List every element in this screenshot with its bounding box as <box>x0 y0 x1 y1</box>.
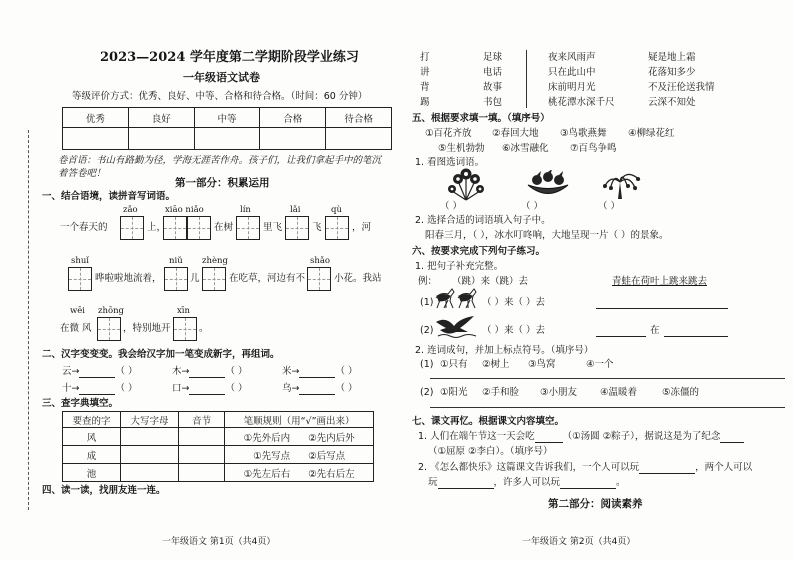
q1-text: 哗啦啦地流着， <box>95 273 162 284</box>
q1-text: 飞 <box>312 222 322 233</box>
grade-empty-cell <box>128 128 194 150</box>
baby-birds <box>532 170 564 185</box>
q2-paren: （ ） <box>225 383 248 394</box>
grading-note: 等级评价方式：优秀、良好、中等、合格和待合格。（时间：60 分钟） <box>72 91 368 102</box>
header-stroke-rule: 笔顺规则（用“√”画出来） <box>225 412 374 428</box>
pinyin-zao: zǎo <box>123 205 138 215</box>
writing-box <box>285 216 309 240</box>
q1-text: 一个春天的 <box>60 222 108 233</box>
answer-blank <box>189 384 225 395</box>
poem-first-line: 桃花潭水深千尺 <box>548 97 615 108</box>
empty-cell <box>120 446 178 464</box>
q6-title: 六、按要求完成下列句子练习。 <box>412 246 546 257</box>
q1-text: ，特别地开 <box>123 323 171 334</box>
pinyin-qu: qù <box>331 205 342 215</box>
dictionary-table-header <box>63 412 374 428</box>
q1-title: 一、结合语境，读拼音写词语。 <box>42 191 176 202</box>
match-noun: 电话 <box>483 67 503 78</box>
writing-box <box>120 216 144 240</box>
q5-option: ③鸟歌燕舞 <box>560 128 607 139</box>
answer-line <box>430 378 785 379</box>
stroke-option: ①先左后右 <box>243 468 291 480</box>
grade-table-empty-row <box>63 128 392 150</box>
header-syllable: 音节 <box>178 412 224 428</box>
q7-text: 。 <box>616 477 626 488</box>
pinyin-lai: lǎi <box>290 205 301 215</box>
writing-box <box>68 267 92 291</box>
grade-cell-excellent: 优秀 <box>63 108 129 128</box>
example-answer: 青蛙在荷叶上跳来跳去 <box>612 276 708 287</box>
flowers-picture <box>446 167 486 201</box>
stroke-options <box>225 464 374 482</box>
writing-box <box>173 317 197 341</box>
q7-item1-line1 <box>418 431 744 443</box>
pinyin-wei: wēi <box>70 306 86 316</box>
q2-char: 木→ <box>172 366 190 377</box>
match-verb: 背 <box>420 82 430 93</box>
word-card: ①阳光 <box>440 387 468 398</box>
answer-blank <box>79 384 115 395</box>
q7-title: 七、课文再忆。根据课文内容填空。 <box>412 416 565 427</box>
q2-paren: （ ） <box>225 366 248 377</box>
pinyin-zheng: zhèng <box>202 256 228 266</box>
q1-text: 上， <box>147 222 167 233</box>
q7-text: 1. 人们在端午节这一天会吃 <box>418 431 535 442</box>
q1-text: 在吃草，河边有不 <box>229 273 306 284</box>
q5-option: ①百花齐放 <box>425 128 472 139</box>
q2-item <box>172 366 248 378</box>
q1-text: 在微 风 <box>60 323 92 334</box>
zai-char: 在 <box>650 325 660 336</box>
picture-answer-paren: （ ） <box>440 201 463 212</box>
answer-blank <box>189 367 225 378</box>
match-noun: 书包 <box>483 97 503 108</box>
writing-box <box>236 216 260 240</box>
poem-second-line: 花落知多少 <box>648 67 696 78</box>
empty-cell <box>120 428 178 446</box>
writing-box <box>164 267 188 291</box>
answer-blank <box>560 478 616 489</box>
q2-char: 十→ <box>62 383 80 394</box>
word-card: ④温暖着 <box>600 387 638 398</box>
q1-text: 里飞 <box>263 222 283 233</box>
q2-item <box>282 366 358 378</box>
item-pattern: （ ）来（ ）去 <box>482 297 546 308</box>
q5-option: ④柳绿花红 <box>628 128 675 139</box>
q7-text: ，许多人可以玩 <box>493 477 561 488</box>
header-char: 要查的字 <box>63 412 121 428</box>
q5-sub1: 1. 看图选词语。 <box>415 157 485 168</box>
grade-table <box>62 107 392 150</box>
answer-blank <box>596 326 646 337</box>
answer-blank <box>639 463 695 474</box>
grade-empty-cell <box>63 128 129 150</box>
answer-line <box>430 407 785 408</box>
willow-tree-picture <box>600 168 642 200</box>
match-divider <box>526 50 527 108</box>
q2-char: 口→ <box>172 383 190 394</box>
grade-empty-cell <box>260 128 326 150</box>
stroke-option: ②先右后左 <box>308 468 355 480</box>
horse-silhouettes <box>436 289 476 308</box>
stroke-option: ②后写点 <box>308 450 346 462</box>
q7-item1-line2: （①屈原 ②李白）。（填序号） <box>428 446 553 457</box>
q4-title: 四、读一读，找朋友连一连。 <box>42 485 166 496</box>
q1-text: 儿 <box>190 273 200 284</box>
q5-sentence: 阳春三月，（ ），冰水叮咚响，大地呈现一片（ ）的景象。 <box>425 230 669 241</box>
preface-line-2: 着答卷吧！ <box>58 168 106 179</box>
example-pattern: （跳）来（跳）去 <box>452 276 529 287</box>
grade-empty-cell <box>326 128 392 150</box>
q2-paren: （ ） <box>335 383 358 394</box>
answer-blank <box>299 367 335 378</box>
q7-text: （①汤圆 ②粽子），据说这是为了纪念 <box>562 431 721 442</box>
item-label: (2) <box>420 325 434 336</box>
q2-char: 云→ <box>62 366 80 377</box>
binding-dashed-line <box>28 130 29 510</box>
grade-cell-average: 中等 <box>194 108 260 128</box>
q7-item2-line1 <box>418 462 752 474</box>
word-card: ③小朋友 <box>540 387 578 398</box>
pinyin-niu: niǔ <box>169 256 183 266</box>
poem-second-line: 云深不知处 <box>648 97 696 108</box>
pinyin-shui: shuǐ <box>71 256 90 266</box>
item-label: (1) <box>420 297 434 308</box>
preface-line-1: 卷首语：书山有路勤为径，学海无涯苦作舟。孩子们，让我们拿起手中的笔沉 <box>58 155 382 166</box>
header-capital-letter: 大写字母 <box>120 412 178 428</box>
stroke-options <box>225 446 374 464</box>
answer-blank <box>438 478 494 489</box>
q5-option: ⑦百鸟争鸣 <box>570 143 617 154</box>
q2-item <box>62 383 138 395</box>
grade-table-header <box>63 108 392 128</box>
answer-blank <box>596 298 728 309</box>
answer-blank <box>720 432 744 443</box>
picture-answer-paren: （ ） <box>521 201 544 212</box>
q5-option: ②春回大地 <box>492 128 539 139</box>
q7-text: ，两个人可以 <box>695 462 753 473</box>
stroke-option: ②先内后外 <box>308 432 355 444</box>
q5-option: ⑥冰雪融化 <box>502 143 549 154</box>
writing-box <box>187 216 211 240</box>
grade-cell-to-pass: 待合格 <box>326 108 392 128</box>
q2-paren: （ ） <box>115 366 138 377</box>
pinyin-zhong: zhōng <box>98 306 124 316</box>
grade-cell-pass: 合格 <box>260 108 326 128</box>
bird-picture <box>434 314 480 338</box>
dictionary-row <box>63 428 374 446</box>
writing-box <box>97 317 121 341</box>
item-pattern: （ ）来（ ）去 <box>482 325 546 336</box>
part2-heading: 第二部分：阅读素养 <box>548 498 643 510</box>
match-verb: 打 <box>420 52 430 63</box>
q2-char: 乌→ <box>282 383 300 394</box>
q2-item <box>172 383 248 395</box>
q1-text: 。 <box>199 323 209 334</box>
word-card: ①只有 <box>440 359 468 370</box>
horses-picture <box>434 286 480 310</box>
dictionary-row <box>63 446 374 464</box>
q2-char: 米→ <box>282 366 300 377</box>
q1-text: 小花。我站 <box>334 273 382 284</box>
exam-title: 2023—2024 学年度第二学期阶段学业练习 <box>100 50 359 65</box>
item-label: (2) <box>420 387 434 398</box>
q1-text: 在树 <box>214 222 234 233</box>
pinyin-shao: shǎo <box>310 256 331 266</box>
word-card: ②手和脸 <box>482 387 520 398</box>
q2-title: 二、汉字变变变。我会给汉字加一笔变成新字，再组词。 <box>42 349 280 360</box>
poem-second-line: 疑是地上霜 <box>648 52 696 63</box>
exam-subtitle: 一年级语文试卷 <box>183 71 260 84</box>
tree-trunk <box>618 182 622 199</box>
q2-item <box>62 366 138 378</box>
water-waves <box>438 335 476 338</box>
item-label: (1) <box>420 359 434 370</box>
q1-text: ，河 <box>352 222 372 233</box>
lookup-char: 风 <box>63 428 121 446</box>
poem-first-line: 夜来风雨声 <box>548 52 596 63</box>
bird-silhouette <box>436 316 474 334</box>
part1-heading: 第一部分：积累运用 <box>175 177 270 189</box>
q5-option: ⑤生机勃勃 <box>438 143 485 154</box>
empty-cell <box>120 464 178 482</box>
stroke-option: ①先写点 <box>253 450 291 462</box>
match-noun: 故事 <box>483 82 503 93</box>
q7-text: 2. 《怎么都快乐》这篇课文告诉我们，一个人可以玩 <box>418 462 640 473</box>
q6-sub1: 1. 把句子补充完整。 <box>415 261 504 272</box>
q7-item2-line2 <box>428 477 626 489</box>
bird-nest-picture <box>525 170 571 198</box>
answer-blank <box>535 432 563 443</box>
q5-sub2: 2. 选择合适的词语填入句子中。 <box>415 215 551 226</box>
nest <box>528 185 568 194</box>
writing-box <box>202 267 226 291</box>
lookup-char: 成 <box>63 446 121 464</box>
pinyin-xin: xīn <box>177 306 190 316</box>
pinyin-xiaoniao: xiāo niǎo <box>165 205 204 215</box>
pinyin-lin: lín <box>240 205 251 215</box>
word-card: ⑤冻僵的 <box>662 387 700 398</box>
empty-cell <box>178 428 224 446</box>
example-label: 例： <box>418 276 438 287</box>
answer-blank <box>79 367 115 378</box>
poem-first-line: 床前明月光 <box>548 82 596 93</box>
stroke-options <box>225 428 374 446</box>
empty-cell <box>178 464 224 482</box>
poem-second-line: 不及汪伦送我情 <box>648 82 715 93</box>
writing-box <box>307 267 331 291</box>
q6-sub2: 2. 连词成句，并加上标点符号。（填序号） <box>415 345 594 356</box>
page-footer-right: 一年级语文 第2页（共4页） <box>522 537 636 547</box>
word-card: ③鸟窝 <box>528 359 556 370</box>
grade-cell-good: 良好 <box>128 108 194 128</box>
grade-empty-cell <box>194 128 260 150</box>
answer-blank <box>299 384 335 395</box>
q3-title: 三、查字典填空。 <box>42 398 119 409</box>
q2-paren: （ ） <box>115 383 138 394</box>
writing-box <box>325 216 349 240</box>
q2-item <box>282 383 358 395</box>
lookup-char: 池 <box>63 464 121 482</box>
answer-blank <box>664 326 728 337</box>
picture-answer-paren: （ ） <box>598 201 621 212</box>
dictionary-row <box>63 464 374 482</box>
match-noun: 足球 <box>483 52 503 63</box>
q5-title: 五、根据要求填一填。（填序号） <box>412 113 550 124</box>
word-card: ④一个 <box>586 359 614 370</box>
q7-text: 玩 <box>428 477 438 488</box>
poem-first-line: 只在此山中 <box>548 67 596 78</box>
empty-cell <box>178 446 224 464</box>
writing-box <box>163 216 187 240</box>
word-card: ②树上 <box>482 359 510 370</box>
page-footer-left: 一年级语文 第1页（共4页） <box>162 537 276 547</box>
match-verb: 踢 <box>420 97 430 108</box>
q2-paren: （ ） <box>335 366 358 377</box>
match-verb: 讲 <box>420 67 430 78</box>
dictionary-table <box>62 411 374 482</box>
stroke-option: ①先外后内 <box>243 432 291 444</box>
